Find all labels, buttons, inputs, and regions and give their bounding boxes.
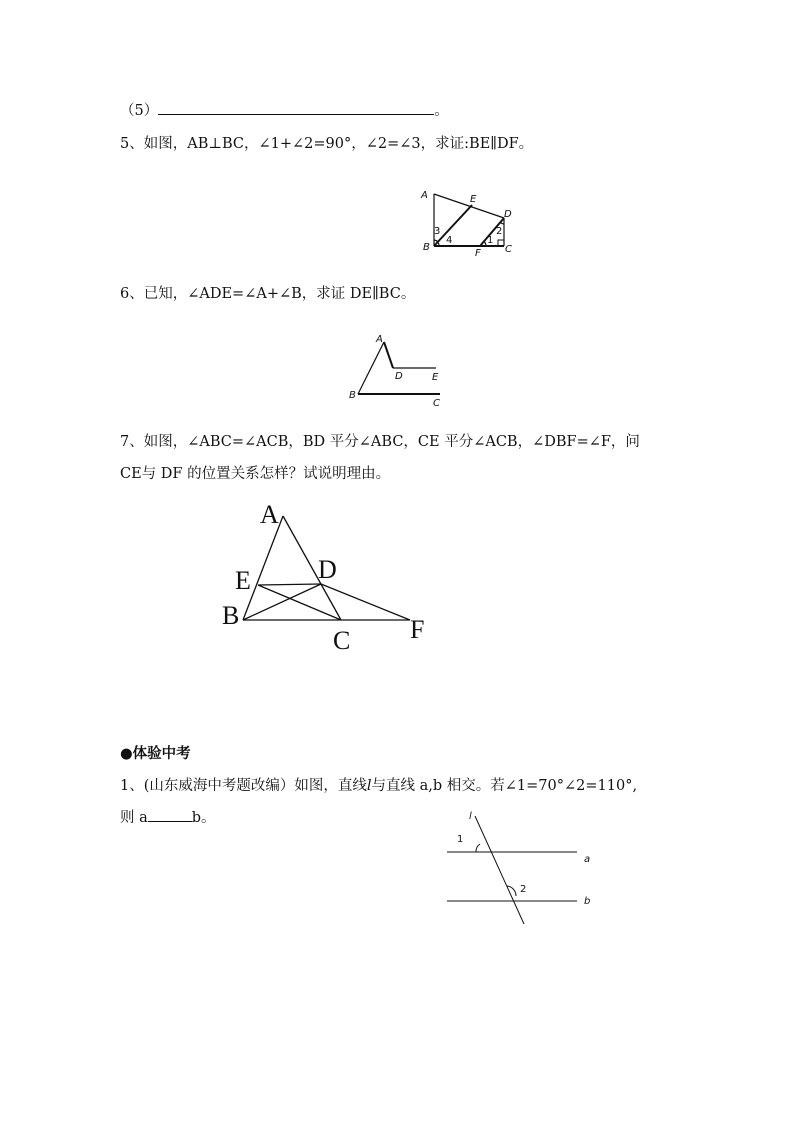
label-e: E	[470, 194, 477, 205]
line-end-mark: 。	[434, 103, 449, 119]
question-5-text: 5、如图，AB⊥BC，∠1+∠2=90°，∠2=∠3，求证:BE∥DF。	[120, 136, 534, 152]
label-angle-2: 2	[520, 884, 527, 895]
label-c: C	[505, 244, 512, 255]
answer-blank	[148, 807, 192, 822]
angle-arc-2	[500, 222, 504, 224]
angle-arc-1	[476, 844, 480, 852]
segment-ec	[258, 585, 341, 620]
segment-ad	[434, 194, 504, 218]
label-b: b	[584, 896, 591, 907]
exam-q1-text-a: 1、(山东威海中考题改编）如图，直线	[120, 778, 367, 794]
label-angle-4: 4	[446, 235, 453, 246]
figure-exam-q1	[440, 808, 600, 930]
label-d: D	[318, 555, 337, 584]
label-c: C	[433, 398, 440, 409]
label-a: A	[376, 334, 383, 345]
label-e: E	[235, 566, 251, 595]
question-6-text: 6、已知，∠ADE=∠A+∠B，求证 DE∥BC。	[120, 286, 416, 302]
segment-ed	[258, 584, 321, 585]
label-l: l	[469, 811, 472, 822]
question-7-line-2: CE与 DF 的位置关系怎样？试说明理由。	[120, 466, 391, 482]
label-angle-1: 1	[457, 834, 464, 845]
exam-q1-line2-pre: 则 a	[120, 810, 148, 826]
label-angle-3: 3	[434, 226, 441, 237]
figure-q6	[346, 332, 446, 408]
label-a: a	[584, 854, 591, 865]
item-number: （5）	[120, 103, 159, 119]
angle-arc-3	[434, 240, 438, 242]
exam-q1-line-l: l	[366, 778, 372, 794]
segment-df	[321, 584, 410, 620]
label-a: A	[260, 500, 279, 529]
exam-question-1-line-2	[120, 807, 216, 828]
segment-ba	[358, 342, 384, 394]
line-l	[475, 816, 527, 924]
figure-q5	[412, 186, 522, 260]
label-angle-2: 2	[496, 226, 503, 237]
figure-q7-svg	[214, 494, 444, 664]
figure-q6-svg	[346, 332, 446, 408]
angle-arc-2	[507, 886, 516, 896]
label-b: B	[222, 601, 240, 630]
question-5-prev-line	[120, 100, 449, 121]
label-a: A	[421, 190, 428, 201]
label-b: B	[349, 390, 356, 401]
label-angle-1: 1	[487, 235, 494, 246]
exam-question-1-line-1	[120, 776, 637, 796]
figure-exam-q1-svg	[440, 808, 600, 930]
segment-ad	[384, 342, 393, 368]
label-c: C	[333, 626, 351, 655]
label-d: D	[395, 371, 403, 382]
exam-q1-text-b: 与直线 a,b 相交。若∠1=70°∠2=110°,	[371, 778, 638, 794]
label-f: F	[410, 615, 425, 644]
exam-q1-line2-post: b。	[191, 810, 216, 826]
figure-q7	[214, 494, 444, 664]
label-d: D	[504, 209, 512, 220]
section-heading: ●体验中考	[120, 746, 191, 762]
answer-blank	[158, 100, 434, 115]
label-b: B	[423, 242, 430, 253]
label-e: E	[432, 372, 439, 383]
question-7-line-1: 7、如图，∠ABC=∠ACB，BD 平分∠ABC，CE 平分∠ACB，∠DBF=∠F，问	[120, 434, 640, 450]
label-f: F	[475, 248, 481, 259]
figure-q5-svg	[412, 186, 522, 260]
